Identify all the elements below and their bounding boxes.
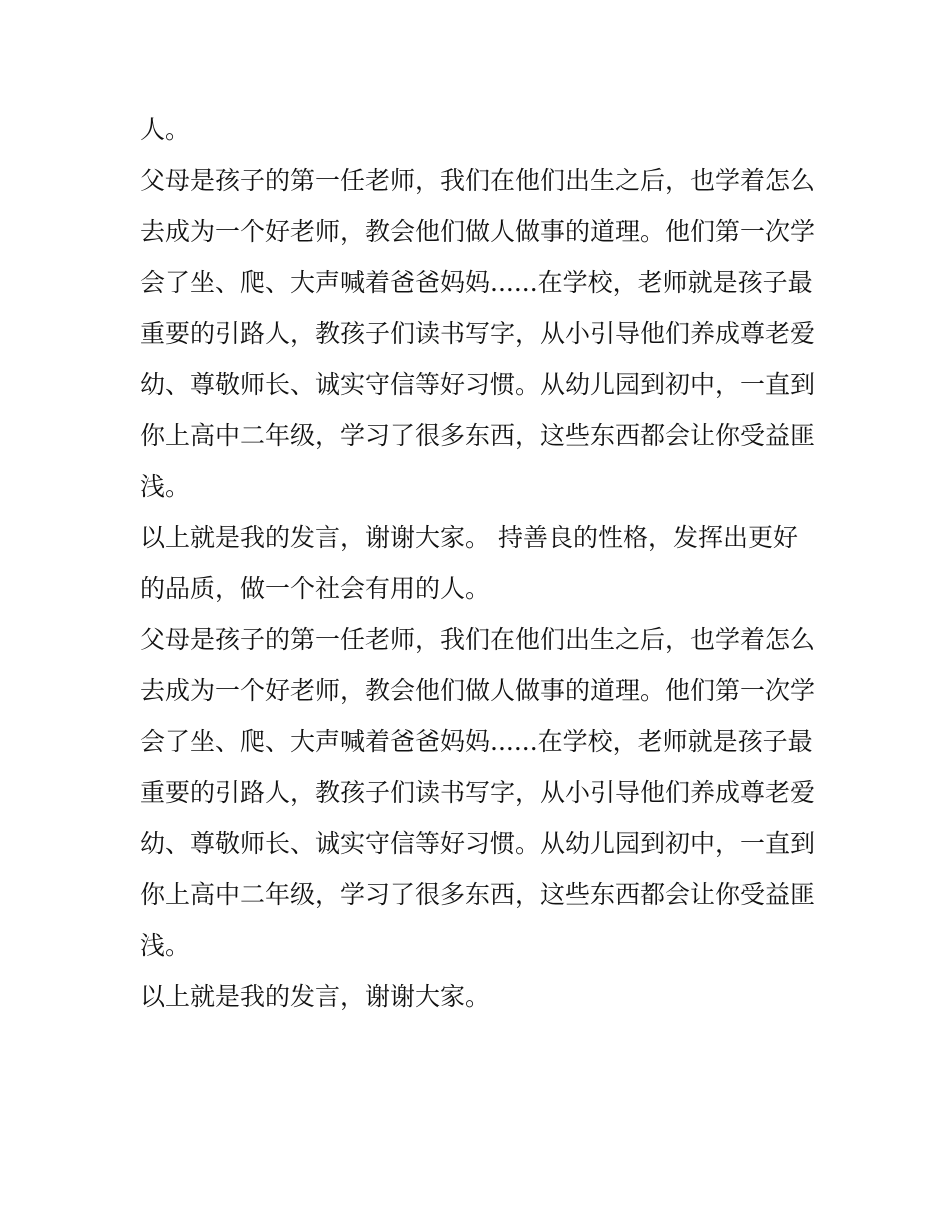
text-line: 父母是孩子的第一任老师，我们在他们出生之后，也学着怎么	[140, 625, 816, 654]
text-line: 父母是孩子的第一任老师，我们在他们出生之后，也学着怎么	[140, 166, 816, 195]
text-line: 去成为一个好老师，教会他们做人做事的道理。他们第一次学	[140, 676, 816, 705]
text-line: 会了坐、爬、大声喊着爸爸妈妈......在学校，老师就是孩子最	[140, 727, 813, 756]
text-line: 浅。	[140, 472, 191, 501]
document-body	[140, 104, 820, 1022]
text-line: 以上就是我的发言，谢谢大家。 持善良的性格，发挥出更好	[140, 523, 798, 552]
text-line: 的品质，做一个社会有用的人。	[140, 574, 491, 603]
text-line: 幼、尊敬师长、诚实守信等好习惯。从幼儿园到初中，一直到	[140, 829, 816, 858]
text-line: 重要的引路人，教孩子们读书写字，从小引导他们养成尊老爱	[140, 778, 816, 807]
text-line: 以上就是我的发言，谢谢大家。	[140, 982, 491, 1011]
text-line: 幼、尊敬师长、诚实守信等好习惯。从幼儿园到初中，一直到	[140, 370, 816, 399]
text-line: 重要的引路人，教孩子们读书写字，从小引导他们养成尊老爱	[140, 319, 816, 348]
text-line: 去成为一个好老师，教会他们做人做事的道理。他们第一次学	[140, 217, 816, 246]
text-line: 你上高中二年级，学习了很多东西，这些东西都会让你受益匪	[140, 880, 816, 909]
text-line: 浅。	[140, 931, 191, 960]
text-line: 人。	[140, 115, 191, 144]
text-line: 会了坐、爬、大声喊着爸爸妈妈......在学校，老师就是孩子最	[140, 268, 813, 297]
text-line: 你上高中二年级，学习了很多东西，这些东西都会让你受益匪	[140, 421, 816, 450]
